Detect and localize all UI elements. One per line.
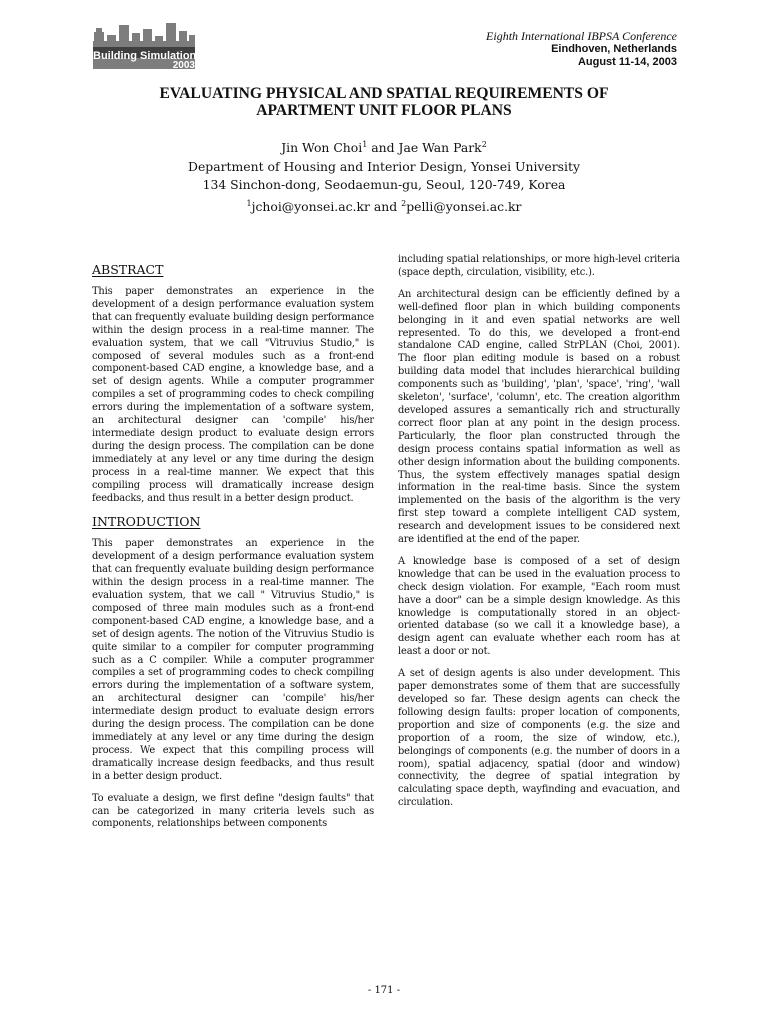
author-2-affiliation-mark: 2 [481, 140, 487, 149]
left-column [92, 262, 374, 840]
introduction-paragraph-4: A knowledge base is composed of a set of design knowledge that can be used in the evaluation process to check design violation. For example, "Each room must have a door" can be a simple design knowledge. As this knowledge is computationally stored in an object-oriented database (so we call it a knowledge base), a design agent can evaluate whether each room has at least a door or not. [398, 555, 680, 658]
right-column [398, 254, 680, 819]
introduction-heading: INTRODUCTION [92, 514, 201, 530]
introduction-paragraph-5: A set of design agents is also under development. This paper demonstrates some of them that are successfully developed so far. These design agents can check the following design faults: proper location of components, proportion and size of components (e.g. the size and proportion of a room, the size of window, etc.), belongings of components (e.g. the number of doors in a room), spatial adjacency, spatial (door and window) connectivity, the degree of spatial integration by calculating space depth, wayfinding and evacuation, and circulation. [398, 668, 680, 809]
title-line-1: EVALUATING PHYSICAL AND SPATIAL REQUIREMENTS OF [159, 85, 609, 102]
email-1-mark: 1 [246, 198, 252, 208]
author-1-affiliation-mark: 1 [362, 140, 368, 149]
author-emails [60, 195, 708, 217]
introduction-paragraph-3: An architectural design can be efficiently defined by a well-defined floor plan in which building components belonging in it and even spatial networks are well represented. To do this, we developed a front-end standalone CAD engine, called StrPLAN (Choi, 2001). The floor plan editing module is based on a robust building data model that includes hierarchical building components such as 'building', 'plan', 'space', 'ring', 'wall skeleton', 'surface', 'column', etc. The creation algorithm developed assures a semantically rich and structurally correct floor plan at any point in the design process. Particularly, the floor plan constructed through the design process contains spatial information as well as other design information about the building components. Thus, the system effectively manages spatial design information in the real-time basis. Since the system implemented on the basis of the algorithm is the very first step toward a complete intelligent CAD system, research and development issues to be considered next are identified at the end of the paper. [398, 288, 680, 546]
abstract-paragraph: This paper demonstrates an experience in the development of a design performance evaluation system that can frequently evaluate building design performance within the design process in a real-time manner. The evaluation system, that we call "Vitruvius Studio," is composed of several modules such as a front-end component-based CAD engine, a knowledge base, and a set of design agents. While a computer programmer compiles a set of programming codes to check compiling errors during the implementation of a software system, an architectural designer can 'compile' his/her intermediate design product to evaluate design errors during the design process. The compilation can be done immediately at any level or any time during the design process in a real-time manner. We expect that this compiling process will dramatically increase design feedbacks, and thus result in a better design product. [92, 286, 374, 504]
author-2: Jae Wan Park [398, 140, 482, 156]
conference-name: Eighth International IBPSA Conference [486, 29, 677, 43]
abstract-heading: ABSTRACT [92, 262, 164, 277]
conference-dates: August 11-14, 2003 [577, 56, 677, 68]
introduction-paragraph-2: To evaluate a design, we first define "design faults" that can be categorized in many criteria levels such as components, relationships between components [92, 792, 374, 830]
page-number: - 171 - [367, 985, 401, 996]
author-conjunction: and [367, 140, 399, 156]
title-line-2: APARTMENT UNIT FLOOR PLANS [256, 102, 512, 119]
author-department: Department of Housing and Interior Design, Yonsei University [188, 158, 580, 174]
conference-location: Eindhoven, Netherlands [551, 43, 677, 55]
paper-title [60, 85, 708, 119]
author-names [60, 136, 708, 158]
email-2[interactable]: pelli@yonsei.ac.kr [406, 198, 522, 214]
introduction-paragraph-2-continued: including spatial relationships, or more high-level criteria (space depth, circulation, visibility, etc.). [398, 254, 680, 278]
email-1[interactable]: jchoi@yonsei.ac.kr [251, 198, 370, 214]
building-simulation-logo [90, 19, 198, 71]
author-address: 134 Sinchon-dong, Seodaemun-gu, Seoul, 120-749, Korea [202, 177, 566, 193]
logo-text-year: 2003 [172, 60, 195, 71]
introduction-paragraph-1: This paper demonstrates an experience in the development of a design performance evaluation system that can frequently evaluate building design performance within the design process in a real-time manner. The evaluation system, that we call " Vitruvius Studio," is composed of three main modules such as a front-end component-based CAD engine, a knowledge base, and a set of design agents. The notion of the Vitruvius Studio is quite similar to a compiler for computer programming such as a C compiler. While a computer programmer compiles a set of programming codes to check compiling errors during the implementation of a software system, an architectural designer can 'compile' his/her intermediate design product to evaluate design errors during the design process. The compilation can be done immediately at any level or any time during the design process. We expect that this compiling process will dramatically increase design feedbacks, and thus result in a better design product. [92, 538, 374, 782]
email-2-mark: 2 [401, 198, 407, 208]
conference-header [486, 30, 677, 69]
email-conjunction: and [369, 198, 402, 214]
author-1: Jin Won Choi [281, 140, 363, 156]
logo-text-main: Building Simulation [93, 50, 197, 62]
author-block [60, 136, 708, 216]
